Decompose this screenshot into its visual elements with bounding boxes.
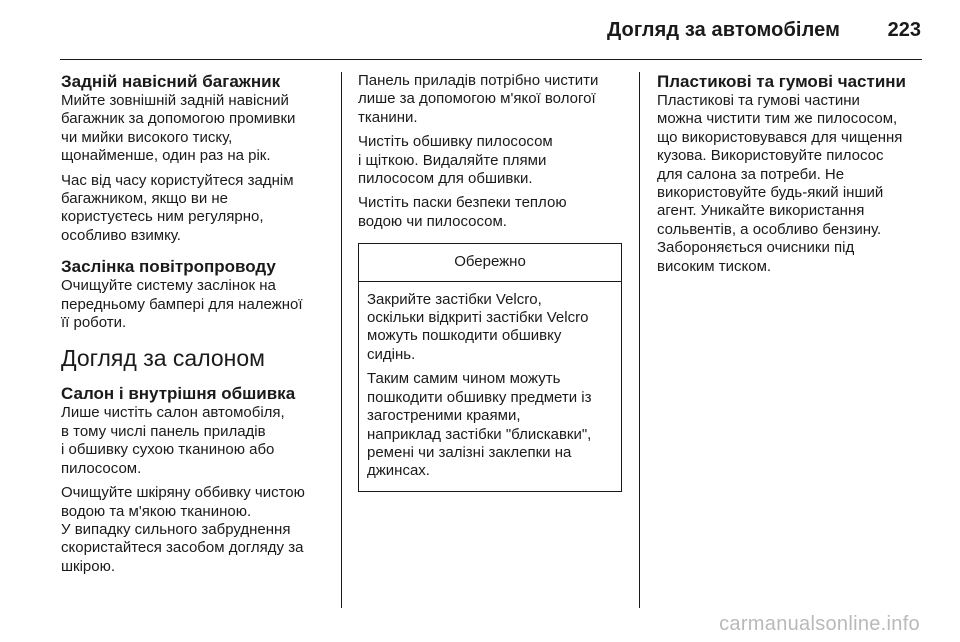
paragraph: Очищуйте шкіряну оббивку чистою водою та м'якою тканиною. У випадку сильного забруднення скористайтеся засобом догляду за шкірою.: [61, 484, 305, 575]
paragraph: Панель приладів потрібно чистити лише за допомогою м'якої вологої тканини.: [358, 72, 599, 126]
section-air-flap: [61, 257, 327, 332]
section-heading-air-flap: Заслінка повітропроводу: [61, 257, 276, 277]
paragraph: Таким самим чином можуть пошкодити обшивку предмети із загостреними краями, наприклад застібки "блискавки", ремені чи залізні заклепки на джинсах.: [367, 370, 592, 480]
main-heading-interior-care: Догляд за салоном: [61, 345, 265, 372]
column-3: [657, 72, 923, 288]
column-2: [358, 72, 624, 492]
section-heading-interior-upholstery: Салон і внутрішня обшивка: [61, 384, 296, 404]
paragraph: Пластикові та гумові частини можна чистити тим же пилососом, що використовувався для чищення кузова. Використовуйте пилосос для салона за потреби. Не використовуйте будь-який інший агент. Уникайте використання сольвентів, а особливо бензину. Забороняється очисники під високим тиском.: [657, 92, 903, 275]
section-heading-plastic-rubber: Пластикові та гумові частини: [657, 72, 906, 91]
paragraph: Очищуйте систему заслінок на передньому бампері для належної її роботи.: [61, 277, 303, 332]
section-rear-carrier: [61, 72, 327, 245]
paragraph: Чистіть паски безпеки теплою водою чи пилососом.: [358, 194, 567, 230]
paragraph: Лише чистіть салон автомобіля, в тому числі панель приладів і обшивку сухою тканиною або пилососом.: [61, 404, 285, 477]
caution-title: Обережно: [359, 244, 621, 281]
page-number: 223: [887, 19, 921, 41]
page-header-title: Догляд за автомобілем: [606, 19, 840, 41]
paragraph: Чистіть обшивку пилососом і щіткою. Видаляйте плями пилососом для обшивки.: [358, 133, 553, 188]
section-plastic-rubber: [657, 72, 923, 276]
paragraph: Мийте зовнішній задній навісний багажник за допомогою промивки чи мийки високого тиску, щонайменше, один раз на рік.: [61, 92, 296, 165]
section-heading-rear-carrier: Задній навісний багажник: [61, 72, 281, 91]
watermark: carmanualsonline.info: [719, 613, 920, 635]
column-divider-2: [639, 72, 640, 608]
header-rule: [60, 59, 922, 60]
caution-box: [358, 243, 622, 491]
caution-body: [359, 282, 621, 491]
column-1: [61, 72, 327, 588]
section-interior-upholstery: [61, 384, 327, 576]
paragraph: Закрийте застібки Velcro, оскільки відкриті застібки Velcro можуть пошкодити обшивку сидінь.: [367, 290, 589, 363]
paragraph: Час від часу користуйтеся заднім багажником, якщо ви не користуєтесь ним регулярно, особливо взимку.: [61, 171, 294, 244]
column-divider-1: [341, 72, 342, 608]
